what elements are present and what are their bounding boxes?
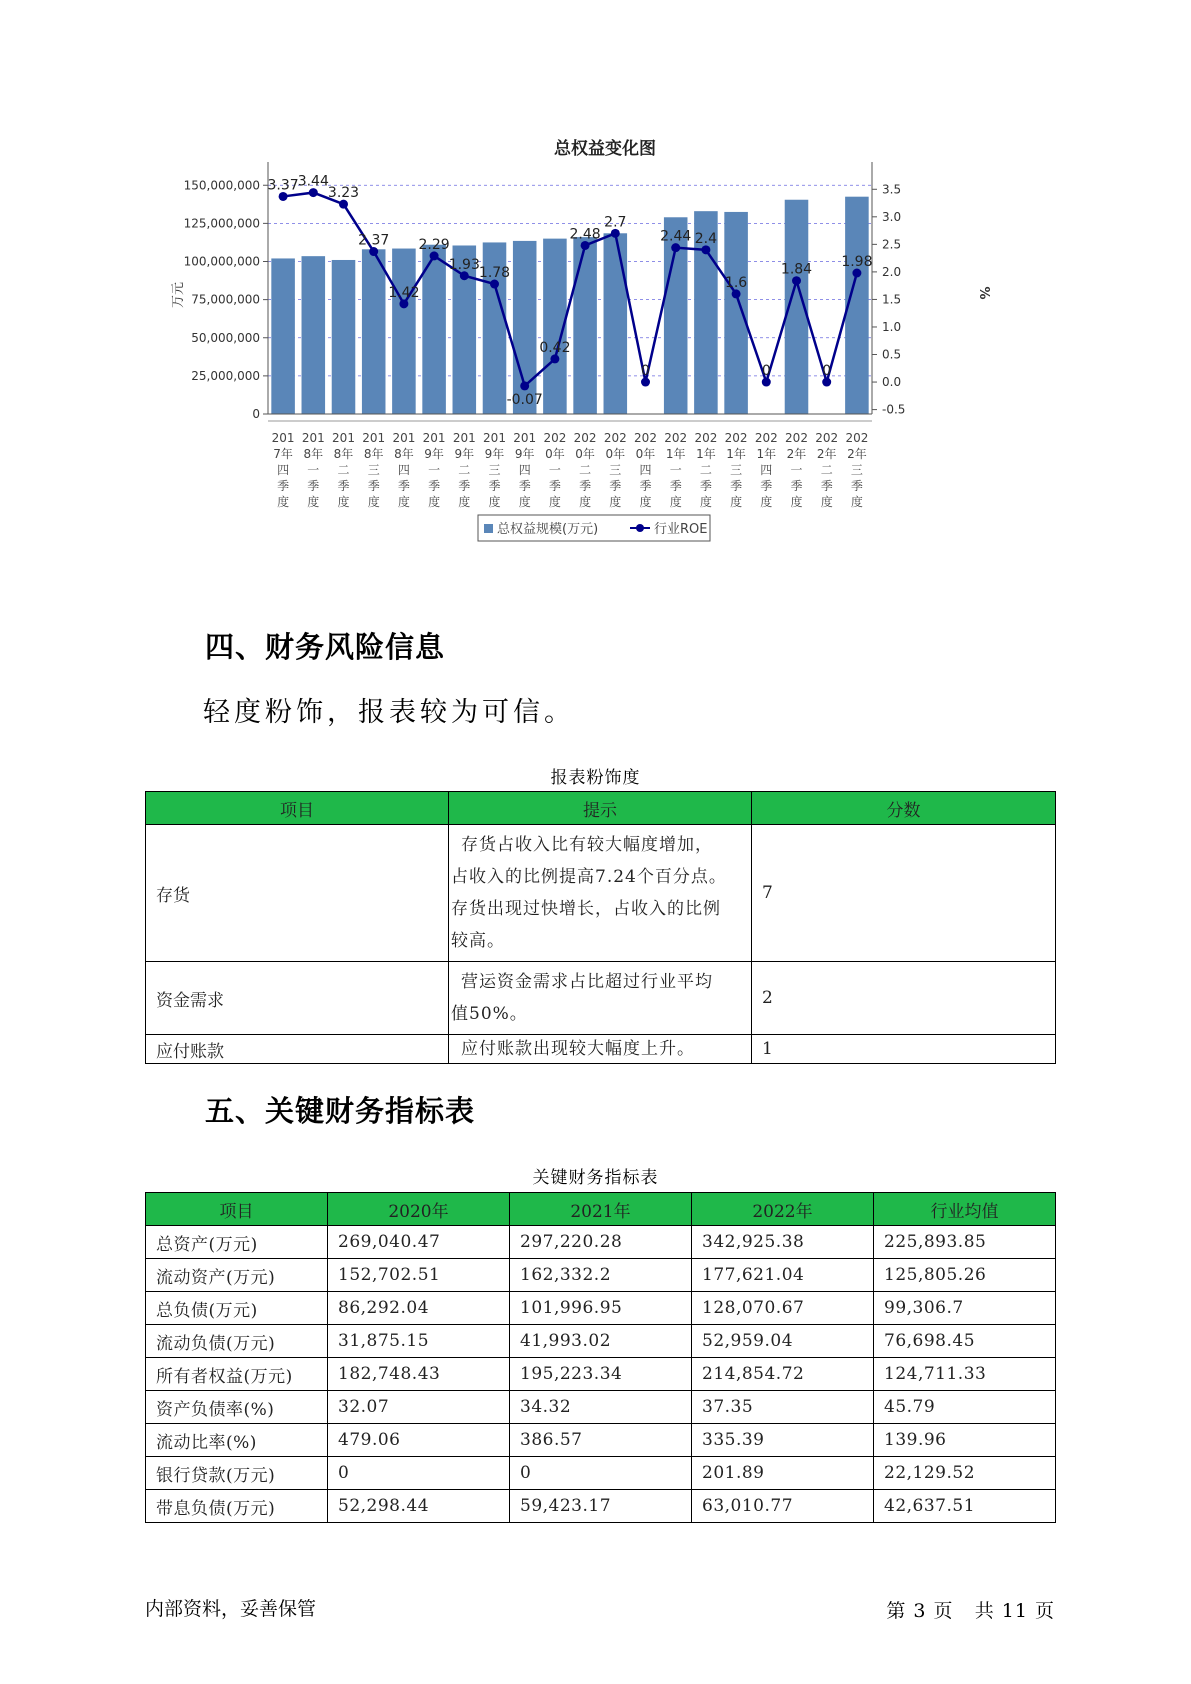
x-tick-label: 度 [850,495,863,509]
table-row [146,1358,1056,1391]
x-tick-label: 度 [488,495,501,509]
x-tick-label: 一 [669,463,682,477]
kpi-value: 128,070.67 [692,1292,874,1325]
x-tick-label: 四 [397,463,410,477]
section-heading-key-metrics: 五、关键财务指标表 [205,1094,476,1128]
bar [302,256,326,414]
x-tick-label: 2年 [786,447,807,461]
x-tick-label: 季 [790,479,803,493]
roe-data-label: 0.42 [539,339,571,356]
kpi-item: 总负债(万元) [146,1292,328,1325]
equity-change-chart [160,130,1050,600]
x-tick-label: 一 [790,463,803,477]
roe-data-label: 1.93 [448,256,480,273]
kpi-item: 资产负债率(%) [146,1391,328,1424]
kpi-table-header [146,1193,1056,1226]
kpi-value: 297,220.28 [510,1226,692,1259]
risk-item: 资金需求 [146,962,449,1035]
x-tick-label: 8年 [303,447,324,461]
kpi-value: 101,996.95 [510,1292,692,1325]
x-tick-label: 0年 [635,447,656,461]
x-tick-label: 202 [543,431,567,445]
x-tick-label: 季 [669,479,682,493]
y-right-tick-label: 0.5 [882,347,902,362]
y-left-tick-label: 75,000,000 [191,292,260,307]
x-tick-label: 度 [428,495,441,509]
kpi-value: 63,010.77 [692,1490,874,1523]
x-tick-label: 8年 [394,447,414,461]
legend-bar-label: 总权益规模(万元) [497,522,599,537]
x-tick-label: 201 [271,431,295,445]
risk-hint [449,1035,752,1064]
y-left-tick-label: 100,000,000 [183,254,260,269]
kpi-value: 214,854.72 [692,1358,874,1391]
x-tick-label: 二 [579,463,592,477]
x-tick-label: 度 [518,495,531,509]
x-tick-label: 度 [639,495,652,509]
y-right-tick-label: 3.0 [882,209,902,224]
kpi-value: 479.06 [328,1424,510,1457]
kpi-header-2020: 2020年 [328,1193,510,1226]
x-tick-label: 季 [609,479,622,493]
kpi-value: 86,292.04 [328,1292,510,1325]
kpi-item: 所有者权益(万元) [146,1358,328,1391]
total-pages: 11 [1001,1600,1028,1622]
x-tick-label: 季 [548,479,561,493]
x-tick-label: 9年 [484,447,505,461]
page-suffix: 页 [933,1600,954,1622]
section-heading-financial-risk: 四、财务风险信息 [205,630,446,664]
table-row [146,1391,1056,1424]
x-tick-label: 9年 [514,447,535,461]
x-tick-label: 0年 [605,447,626,461]
risk-hint-line: 占收入的比例提高7.24个百分点。 [451,867,727,887]
risk-hint-line: 值50%。 [451,1004,528,1024]
key-metrics-table [145,1192,1056,1523]
x-tick-label: 1年 [696,447,716,461]
x-tick-label: 四 [518,463,531,477]
kpi-value: 125,805.26 [874,1259,1056,1292]
bar [362,249,386,414]
bar [271,258,295,414]
kpi-value: 37.35 [692,1391,874,1424]
risk-table [145,791,1056,1064]
x-tick-label: 202 [603,431,627,445]
kpi-value: 124,711.33 [874,1358,1056,1391]
risk-score: 7 [752,825,1056,962]
risk-header-hint: 提示 [449,792,752,825]
roe-data-label: 2.4 [694,230,718,247]
kpi-value: 201.89 [692,1457,874,1490]
kpi-header-2021: 2021年 [510,1193,692,1226]
x-tick-label: 7年 [273,447,293,461]
x-tick-label: 二 [458,463,471,477]
x-tick-label: 2年 [816,447,837,461]
y-right-axis-label: % [976,286,991,300]
roe-data-label: -0.07 [506,391,543,408]
x-tick-label: 四 [639,463,652,477]
x-tick-label: 1年 [756,447,777,461]
x-tick-label: 二 [699,463,712,477]
kpi-item: 流动负债(万元) [146,1325,328,1358]
table-row [146,962,1056,1035]
page-prefix: 第 [886,1600,907,1622]
x-tick-label: 季 [820,479,833,493]
y-right-tick-label: 2.0 [882,264,902,279]
y-left-tick-label: 25,000,000 [191,368,260,383]
x-tick-label: 度 [307,495,320,509]
x-tick-label: 季 [488,479,501,493]
x-tick-label: 201 [362,431,386,445]
x-tick-label: 度 [820,495,833,509]
x-tick-label: 三 [488,463,501,477]
x-tick-label: 度 [760,495,773,509]
y-right-tick-label: 0.0 [882,375,902,390]
y-left-tick-label: 50,000,000 [191,330,260,345]
kpi-value: 41,993.02 [510,1325,692,1358]
risk-hint [449,962,752,1035]
x-tick-label: 201 [483,431,506,445]
x-tick-label: 202 [785,431,808,445]
risk-hint-line: 较高。 [451,931,505,951]
kpi-value: 22,129.52 [874,1457,1056,1490]
table-row [146,1490,1056,1523]
legend-line-marker [636,524,644,532]
table-row [146,1457,1056,1490]
roe-data-label: 3.37 [267,177,299,194]
x-tick-label: 度 [337,495,350,509]
x-tick-label: 季 [518,479,531,493]
x-tick-label: 1年 [726,447,746,461]
x-tick-label: 四 [277,463,290,477]
x-tick-label: 季 [579,479,592,493]
x-tick-label: 一 [307,463,320,477]
legend-bar-swatch [484,524,493,533]
x-tick-label: 四 [760,463,773,477]
bar [604,233,628,414]
kpi-item: 总资产(万元) [146,1226,328,1259]
x-tick-label: 201 [452,431,476,445]
chart-title: 总权益变化图 [554,139,656,159]
x-tick-label: 三 [367,463,380,477]
y-right-tick-label: 3.5 [882,182,902,197]
risk-header-item: 项目 [146,792,449,825]
x-tick-label: 季 [760,479,773,493]
x-tick-label: 1年 [665,447,686,461]
x-tick-label: 季 [337,479,350,493]
kpi-value: 195,223.34 [510,1358,692,1391]
risk-hint-line: 应付账款出现较大幅度上升。 [461,1039,695,1059]
bar [724,212,748,414]
kpi-header-item: 项目 [146,1193,328,1226]
x-tick-label: 季 [428,479,441,493]
roe-data-label: 2.48 [569,226,601,243]
bar [573,237,597,414]
kpi-table-body [146,1226,1056,1523]
kpi-value: 52,298.44 [328,1490,510,1523]
risk-hint-line: 存货出现过快增长，占收入的比例 [451,899,721,919]
table-row [146,825,1056,962]
risk-score: 1 [752,1035,1056,1064]
x-tick-label: 季 [458,479,471,493]
risk-summary-text: 轻度粉饰，报表较为可信。 [203,697,575,728]
kpi-item: 银行贷款(万元) [146,1457,328,1490]
table-row [146,1292,1056,1325]
kpi-value: 182,748.43 [328,1358,510,1391]
roe-data-label: 2.44 [660,228,692,245]
kpi-item: 流动资产(万元) [146,1259,328,1292]
x-tick-label: 三 [850,463,863,477]
roe-data-label: 1.78 [478,265,511,282]
y-left-tick-label: 125,000,000 [183,216,260,231]
x-tick-label: 2年 [847,447,867,461]
roe-data-label: 1.84 [780,261,813,278]
x-tick-label: 202 [664,431,688,445]
kpi-value: 76,698.45 [874,1325,1056,1358]
x-tick-label: 一 [548,463,561,477]
y-left-axis-label: 万元 [171,281,186,309]
table-row [146,1035,1056,1064]
x-tick-label: 202 [754,431,778,445]
risk-header-score: 分数 [752,792,1056,825]
x-tick-label: 季 [639,479,652,493]
x-tick-label: 季 [699,479,712,493]
x-tick-label: 201 [392,431,416,445]
x-tick-label: 二 [820,463,833,477]
kpi-value: 335.39 [692,1424,874,1457]
x-tick-label: 季 [277,479,290,493]
kpi-header-2022: 2022年 [692,1193,874,1226]
kpi-value: 0 [510,1457,692,1490]
x-tick-label: 度 [397,495,410,509]
kpi-table-caption: 关键财务指标表 [532,1168,659,1188]
x-tick-label: 202 [845,431,869,445]
roe-data-label: 2.29 [418,236,450,253]
y-right-tick-label: 2.5 [882,237,902,252]
kpi-value: 32.07 [328,1391,510,1424]
kpi-value: 162,332.2 [510,1259,692,1292]
x-tick-label: 8年 [363,447,384,461]
x-tick-label: 0年 [545,447,565,461]
roe-data-label: 3.23 [327,185,360,202]
x-tick-label: 度 [609,495,622,509]
footer-confidential-note: 内部资料，妥善保管 [145,1598,317,1620]
roe-data-label: 3.44 [297,173,329,190]
y-right-tick-label: 1.0 [882,319,902,334]
table-row [146,1259,1056,1292]
y-left-tick-label: 0 [252,407,260,421]
x-tick-label: 8年 [333,447,354,461]
x-tick-label: 度 [790,495,803,509]
y-left-tick-label: 150,000,000 [183,178,260,193]
x-tick-label: 0年 [575,447,595,461]
kpi-value: 52,959.04 [692,1325,874,1358]
risk-hint-line: 存货占收入比有较大幅度增加， [461,835,713,855]
roe-data-label: 2.7 [604,214,627,231]
kpi-value: 225,893.85 [874,1226,1056,1259]
x-tick-label: 度 [579,495,592,509]
kpi-value: 42,637.51 [874,1490,1056,1523]
risk-item: 应付账款 [146,1035,449,1064]
x-tick-label: 201 [422,431,446,445]
kpi-value: 269,040.47 [328,1226,510,1259]
risk-table-caption: 报表粉饰度 [550,768,641,788]
chart-roe-line [268,174,873,408]
roe-data-label: 0 [641,363,650,380]
kpi-value: 31,875.15 [328,1325,510,1358]
x-tick-label: 度 [367,495,380,509]
x-tick-label: 201 [513,431,537,445]
roe-point [520,381,529,390]
table-row [146,1226,1056,1259]
x-tick-label: 202 [573,431,597,445]
table-row [146,1325,1056,1358]
x-tick-label: 度 [458,495,471,509]
roe-data-label: 1.42 [388,284,420,301]
x-tick-label: 202 [724,431,748,445]
risk-hint-line: 营运资金需求占比超过行业平均 [461,972,713,992]
table-row [146,1424,1056,1457]
x-tick-label: 201 [301,431,325,445]
x-tick-label: 度 [730,495,743,509]
x-tick-label: 一 [428,463,441,477]
kpi-value: 59,423.17 [510,1490,692,1523]
x-tick-label: 二 [337,463,350,477]
kpi-value: 177,621.04 [692,1259,874,1292]
footer-page-indicator [886,1596,1055,1623]
roe-data-label: 0 [761,363,771,380]
kpi-value: 342,925.38 [692,1226,874,1259]
x-tick-label: 202 [694,431,718,445]
kpi-value: 386.57 [510,1424,692,1457]
risk-table-header [146,792,1056,825]
x-tick-label: 202 [634,431,657,445]
x-tick-label: 季 [367,479,380,493]
chart-legend [478,515,710,541]
risk-score: 2 [752,962,1056,1035]
y-right-tick-label: 1.5 [882,292,902,307]
bar [392,249,416,414]
risk-hint [449,825,752,962]
x-tick-label: 季 [307,479,320,493]
kpi-value: 99,306.7 [874,1292,1056,1325]
kpi-item: 流动比率(%) [146,1424,328,1457]
x-tick-label: 度 [277,495,290,509]
total-prefix: 共 [974,1600,995,1622]
x-tick-label: 季 [730,479,743,493]
kpi-item: 带息负债(万元) [146,1490,328,1523]
x-tick-label: 9年 [424,447,444,461]
legend-line-label: 行业ROE [654,522,708,537]
x-tick-label: 度 [669,495,682,509]
bar [332,260,356,414]
roe-data-label: 2.37 [358,232,390,249]
total-suffix: 页 [1034,1600,1055,1622]
kpi-header-industry-avg: 行业均值 [874,1193,1056,1226]
x-tick-label: 季 [850,479,863,493]
roe-data-label: 0 [822,363,832,380]
x-tick-label: 季 [397,479,410,493]
kpi-value: 139.96 [874,1424,1056,1457]
x-tick-label: 三 [609,463,622,477]
x-tick-label: 度 [699,495,712,509]
roe-data-label: 1.98 [841,253,873,270]
kpi-value: 45.79 [874,1391,1056,1424]
kpi-value: 0 [328,1457,510,1490]
x-tick-label: 9年 [454,447,475,461]
x-tick-label: 三 [730,463,743,477]
kpi-value: 34.32 [510,1391,692,1424]
page-number: 3 [913,1600,927,1622]
risk-item: 存货 [146,825,449,962]
x-tick-label: 201 [332,431,355,445]
x-tick-label: 202 [815,431,839,445]
roe-data-label: 1.6 [724,274,748,291]
x-tick-label: 度 [548,495,561,509]
kpi-value: 152,702.51 [328,1259,510,1292]
y-right-tick-label: -0.5 [882,402,906,417]
